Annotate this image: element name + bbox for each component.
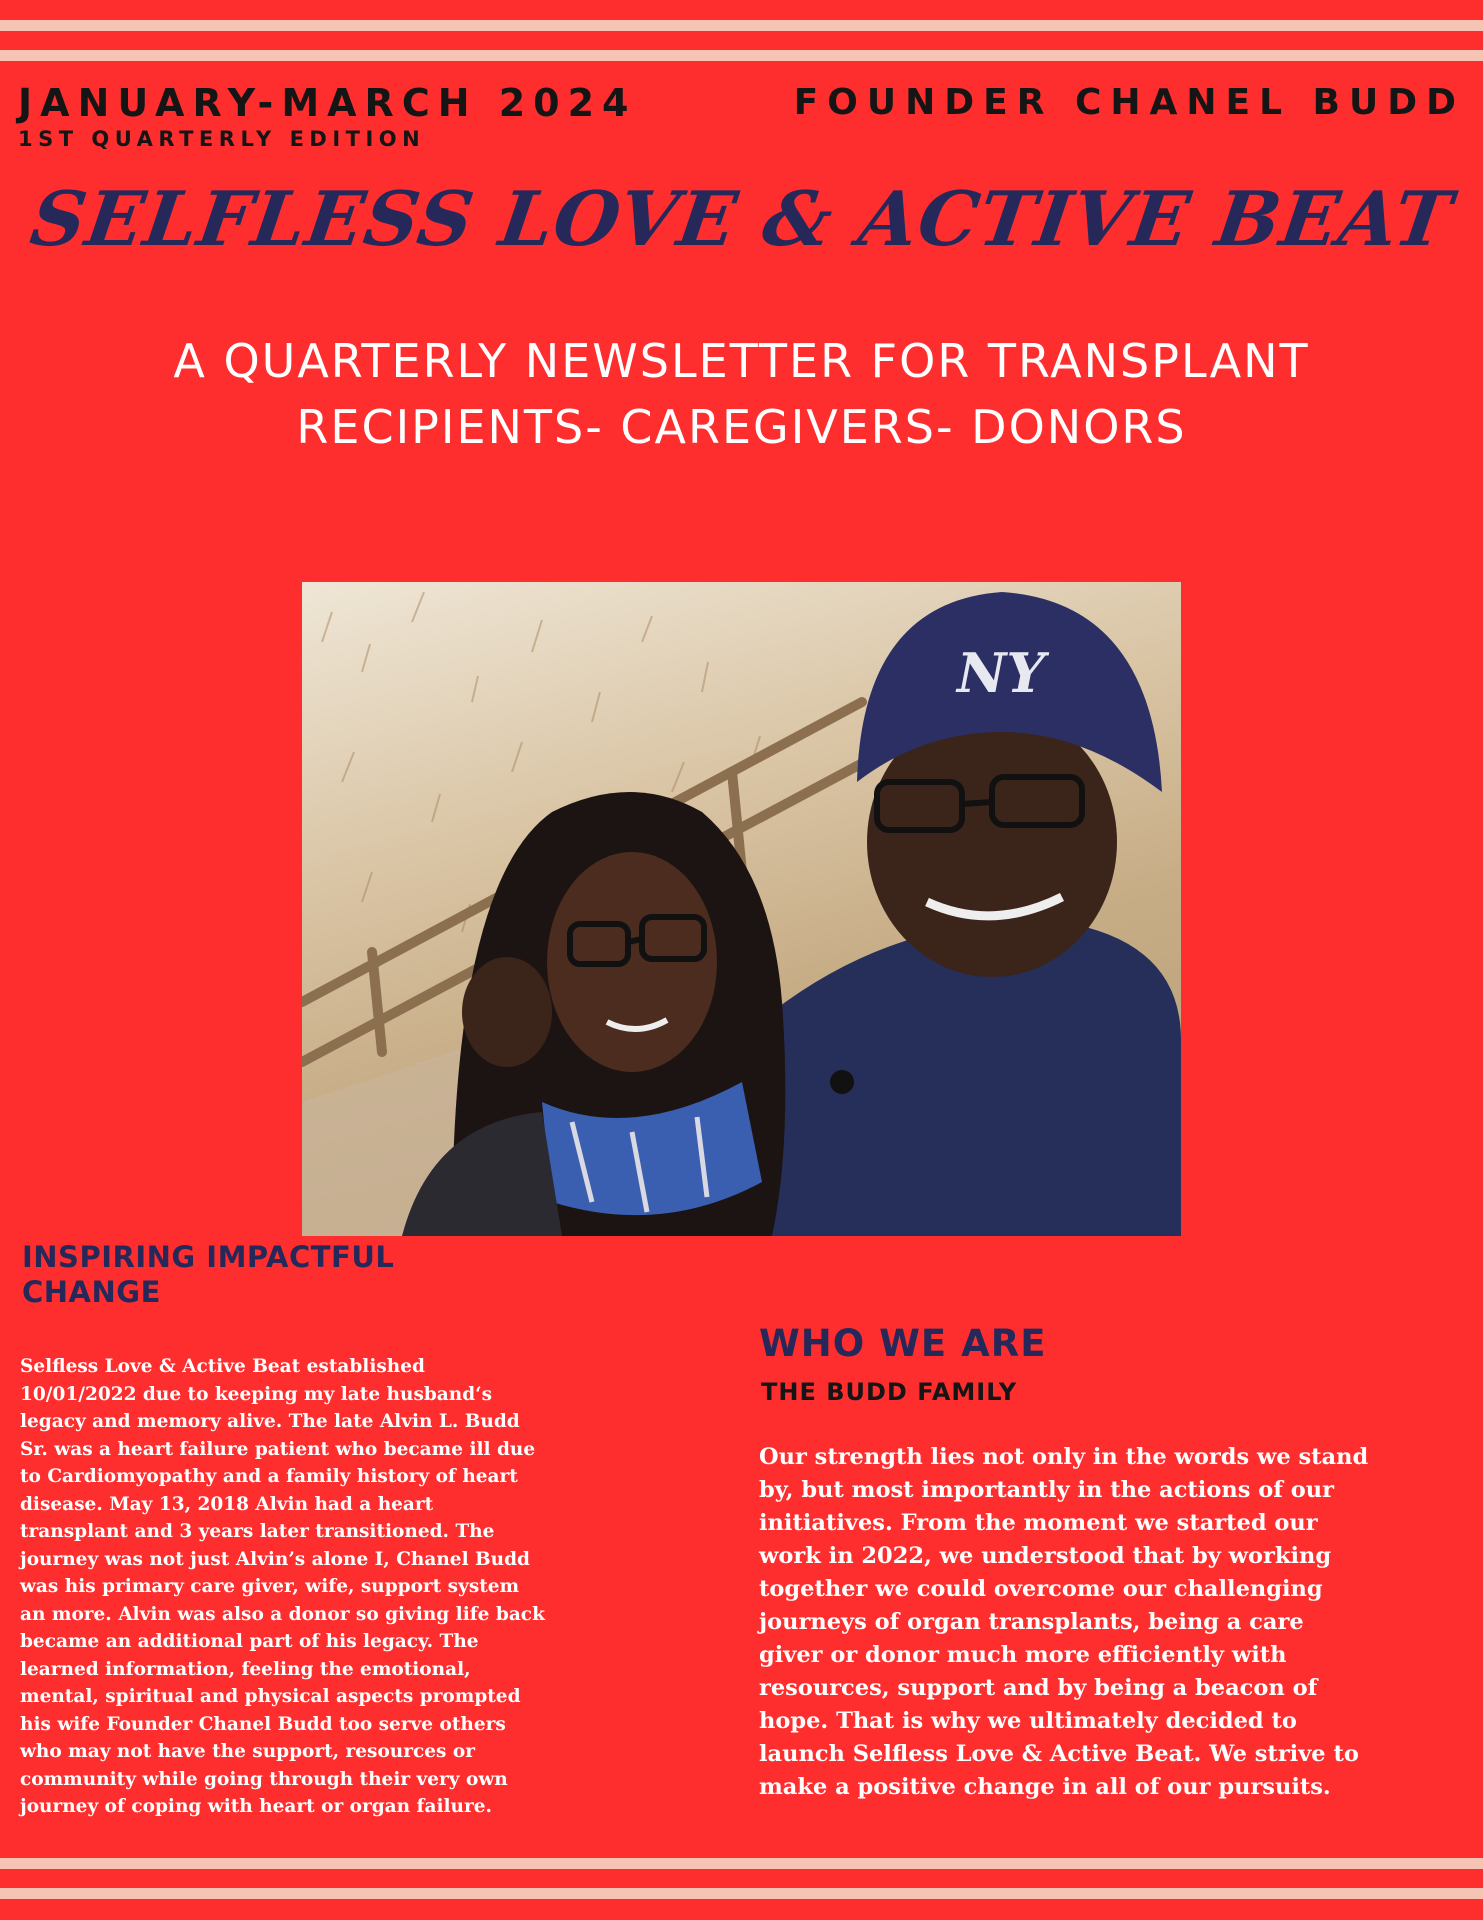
- newsletter-subtitle: A QUARTERLY NEWSLETTER FOR TRANSPLANT RECIPIENTS- CAREGIVERS- DONORS: [173, 334, 1310, 454]
- left-body: Selfless Love & Active Beat established 10/01/2022 due to keeping my late husband‘s legacy and memory alive. The late Alvin L. Budd Sr. was a heart failure patient who became ill due to Cardiomyopathy and a family history of heart disease. May 13, 2018 Alvin had a heart transplant and 3 years later transitioned. The journey was not just Alvin’s alone I, Chanel Budd was his primary care giver, wife, support system an more. Alvin was also a donor so giving life back became an additional part of his legacy. The learned information, feeling the emotional, mental, spiritual and physical aspects prompted his wife Founder Chanel Budd too serve others who may not have the support, resources or community while going through their very own journey of coping with heart or organ failure.: [20, 1356, 545, 1817]
- right-subheading: THE BUDD FAMILY: [761, 1378, 1018, 1406]
- couple-photo: [302, 582, 1181, 1236]
- newsletter-title: SELFLESS LOVE & ACTIVE BEAT: [25, 175, 1458, 263]
- edition-label: 1ST QUARTERLY EDITION: [18, 127, 426, 151]
- cap-logo: NY: [957, 641, 1045, 705]
- date-range: JANUARY-MARCH 2024: [18, 81, 637, 125]
- left-heading: INSPIRING IMPACTFUL CHANGE: [22, 1240, 395, 1309]
- right-body: Our strength lies not only in the words we stand by, but most importantly in the actions of our initiatives. From the moment we started our work in 2022, we understood that by working together we could overcome our challenging journeys of organ transplants, being a care giver or donor much more efficiently with resources, support and by being a beacon of hope. That is why we ultimately decided to launch Selfless Love & Active Beat. We strive to make a positive change in all of our pursuits.: [759, 1444, 1369, 1800]
- top-stripe-2: [0, 50, 1483, 61]
- bottom-stripe-2: [0, 1888, 1483, 1899]
- top-stripe-1: [0, 20, 1483, 31]
- hand: [462, 957, 552, 1067]
- photo-illustration: [302, 582, 1181, 1236]
- right-heading: WHO WE ARE: [759, 1322, 1047, 1365]
- bottom-stripe-1: [0, 1858, 1483, 1869]
- coat-button: [830, 1070, 854, 1094]
- founder-label: FOUNDER CHANEL BUDD: [793, 82, 1465, 123]
